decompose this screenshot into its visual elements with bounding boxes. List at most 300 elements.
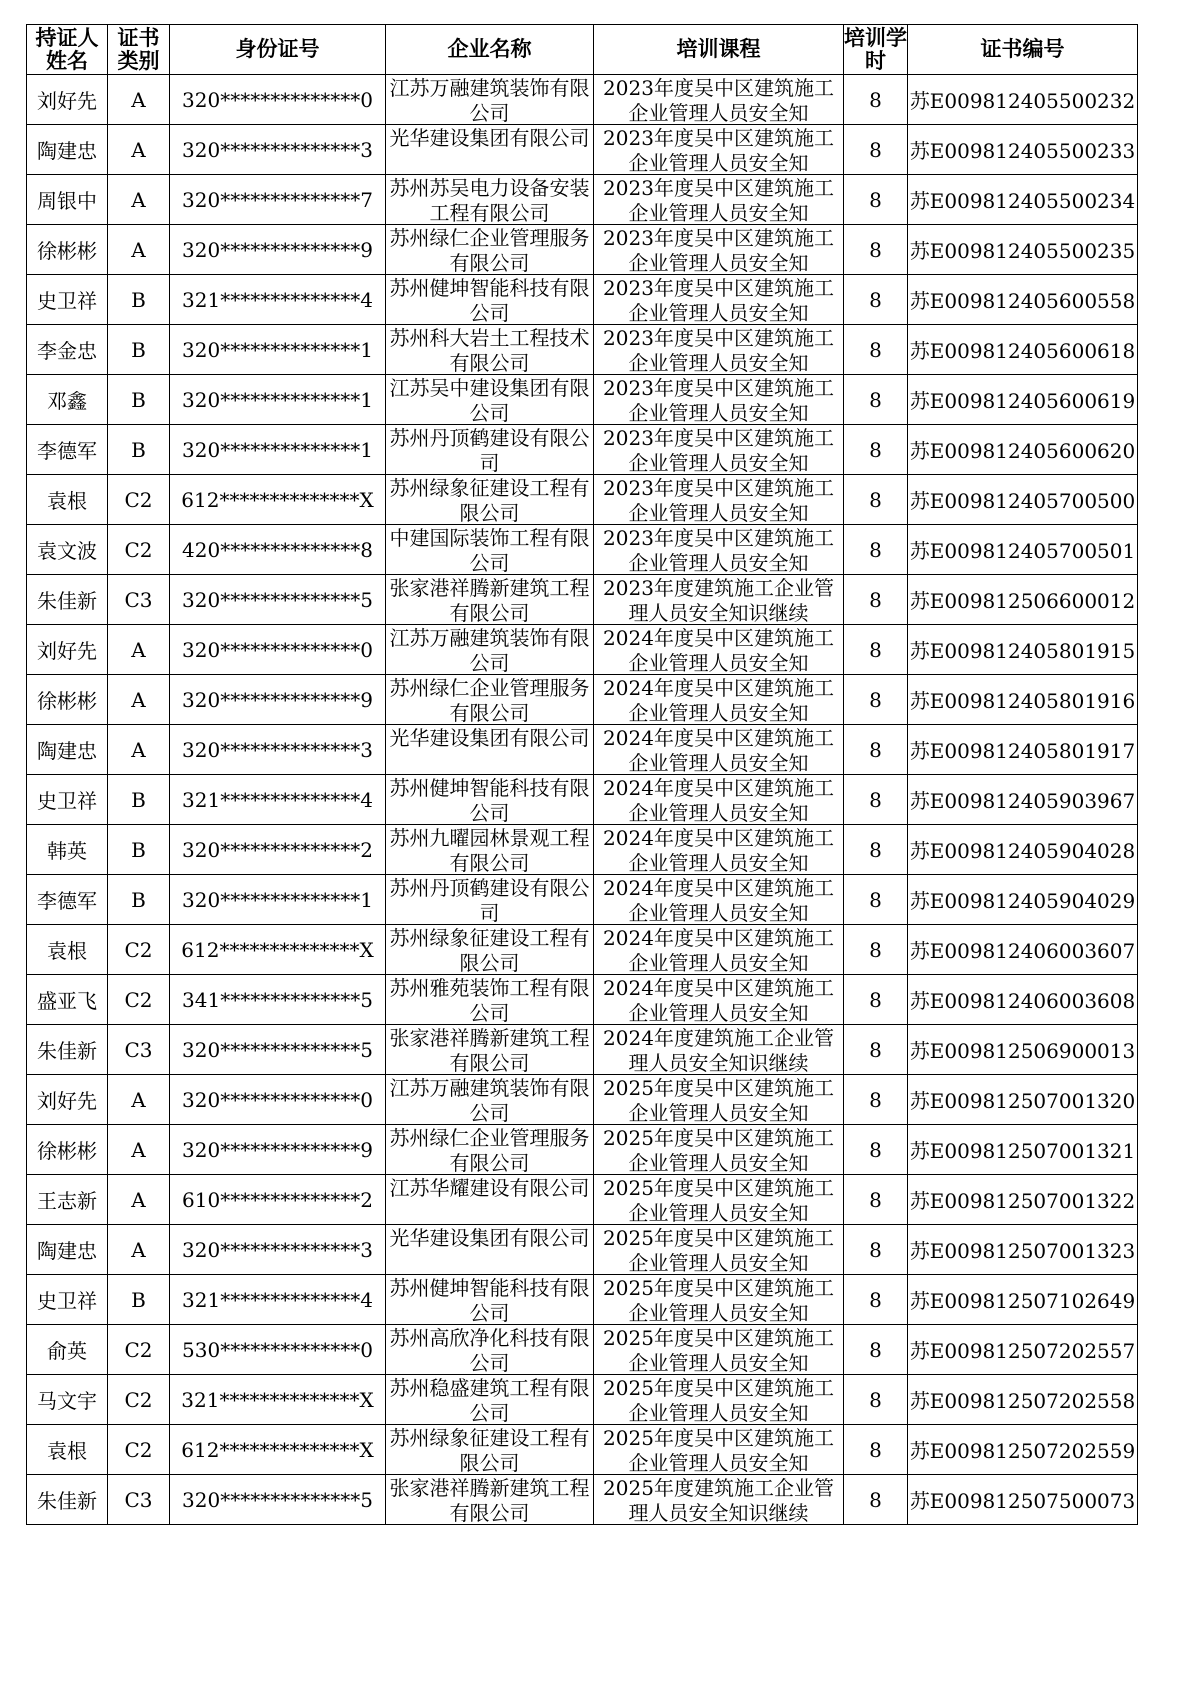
company-cell (386, 625, 594, 675)
course-cell (594, 1375, 844, 1425)
header-cert-number: 证书编号 (908, 25, 1138, 75)
holder-name-cell: 邓鑫 (27, 375, 108, 425)
id-number-cell: 320**************5 (170, 1025, 386, 1075)
cert-number-cell: 苏E009812405500233 (908, 125, 1138, 175)
company-cell-text: 光华建设集团有限公司 (389, 1226, 590, 1250)
company-cell-text: 苏州九曜园林景观工程有限公司 (389, 826, 590, 874)
holder-name-cell: 史卫祥 (27, 1275, 108, 1325)
company-cell-text: 中建国际装饰工程有限公司 (389, 526, 590, 574)
cert-number-cell: 苏E009812507102649 (908, 1275, 1138, 1325)
cert-category-cell: A (108, 175, 170, 225)
hours-cell: 8 (844, 1275, 908, 1325)
cert-category-cell: C2 (108, 1375, 170, 1425)
cert-category-cell: C3 (108, 1025, 170, 1075)
holder-name-cell: 徐彬彬 (27, 1125, 108, 1175)
course-cell (594, 275, 844, 325)
holder-name-cell: 徐彬彬 (27, 225, 108, 275)
id-number-cell: 341**************5 (170, 975, 386, 1025)
hours-cell: 8 (844, 875, 908, 925)
holder-name-cell: 马文宇 (27, 1375, 108, 1425)
course-cell (594, 225, 844, 275)
holder-name-cell: 刘好先 (27, 1075, 108, 1125)
company-cell-text: 苏州健坤智能科技有限公司 (389, 1276, 590, 1324)
cert-category-cell: C2 (108, 925, 170, 975)
holder-name-cell: 李德军 (27, 425, 108, 475)
header-hours: 培训学时 (844, 25, 907, 73)
holder-name-cell: 刘好先 (27, 625, 108, 675)
id-number-cell: 320**************5 (170, 1475, 386, 1525)
table-row (27, 175, 1138, 225)
cert-category-cell: A (108, 225, 170, 275)
table-row (27, 1125, 1138, 1175)
table-row (27, 1325, 1138, 1375)
cert-number-cell: 苏E009812405600619 (908, 375, 1138, 425)
holder-name-cell: 刘好先 (27, 75, 108, 125)
table-row (27, 875, 1138, 925)
cert-category-cell: A (108, 1225, 170, 1275)
table-row (27, 825, 1138, 875)
id-number-cell: 612**************X (170, 925, 386, 975)
course-cell-text: 2025年度吴中区建筑施工企业管理人员安全知 (603, 1176, 834, 1224)
cert-category-cell: A (108, 1175, 170, 1225)
cert-number-cell: 苏E009812405500232 (908, 75, 1138, 125)
cert-number-cell: 苏E009812405600620 (908, 425, 1138, 475)
course-cell (594, 875, 844, 925)
course-cell-text: 2025年度吴中区建筑施工企业管理人员安全知 (603, 1076, 834, 1124)
company-cell-text: 苏州绿仁企业管理服务有限公司 (389, 226, 590, 274)
table-row (27, 75, 1138, 125)
cert-category-cell: B (108, 375, 170, 425)
hours-cell: 8 (844, 1475, 908, 1525)
company-cell (386, 1075, 594, 1125)
holder-name-cell: 袁根 (27, 925, 108, 975)
table-row (27, 675, 1138, 725)
company-cell (386, 825, 594, 875)
company-cell-text: 苏州绿象征建设工程有限公司 (389, 926, 590, 974)
id-number-cell: 612**************X (170, 1425, 386, 1475)
course-cell (594, 75, 844, 125)
table-row (27, 1425, 1138, 1475)
company-cell (386, 925, 594, 975)
id-number-cell: 320**************2 (170, 825, 386, 875)
id-number-cell: 530**************0 (170, 1325, 386, 1375)
course-cell-text: 2025年度吴中区建筑施工企业管理人员安全知 (603, 1276, 834, 1324)
cert-category-cell: A (108, 75, 170, 125)
company-cell (386, 1125, 594, 1175)
id-number-cell: 612**************X (170, 475, 386, 525)
company-cell-text: 江苏吴中建设集团有限公司 (389, 376, 590, 424)
hours-cell: 8 (844, 725, 908, 775)
table-row (27, 1075, 1138, 1125)
course-cell-text: 2023年度吴中区建筑施工企业管理人员安全知 (603, 476, 834, 524)
company-cell-text: 江苏万融建筑装饰有限公司 (389, 626, 590, 674)
holder-name-cell: 朱佳新 (27, 1025, 108, 1075)
company-cell-text: 苏州科大岩土工程技术有限公司 (389, 326, 590, 374)
cert-category-cell: C2 (108, 1425, 170, 1475)
course-cell-text: 2024年度吴中区建筑施工企业管理人员安全知 (603, 826, 834, 874)
course-cell-text: 2024年度吴中区建筑施工企业管理人员安全知 (603, 726, 834, 774)
cert-number-cell: 苏E009812405904028 (908, 825, 1138, 875)
cert-category-cell: A (108, 625, 170, 675)
holder-name-cell: 袁根 (27, 475, 108, 525)
course-cell-text: 2023年度吴中区建筑施工企业管理人员安全知 (603, 326, 834, 374)
cert-category-cell: C2 (108, 525, 170, 575)
holder-name-cell: 陶建忠 (27, 1225, 108, 1275)
company-cell-text: 光华建设集团有限公司 (389, 726, 590, 750)
cert-category-cell: C3 (108, 1475, 170, 1525)
cert-category-cell: A (108, 1075, 170, 1125)
course-cell (594, 775, 844, 825)
id-number-cell: 320**************1 (170, 375, 386, 425)
cert-category-cell: B (108, 275, 170, 325)
hours-cell: 8 (844, 1125, 908, 1175)
hours-cell: 8 (844, 925, 908, 975)
company-cell (386, 1225, 594, 1275)
table-row (27, 375, 1138, 425)
cert-category-cell: B (108, 325, 170, 375)
id-number-cell: 321**************4 (170, 275, 386, 325)
id-number-cell: 321**************4 (170, 1275, 386, 1325)
id-number-cell: 320**************3 (170, 125, 386, 175)
header-id-number: 身份证号 (170, 25, 386, 75)
course-cell (594, 725, 844, 775)
hours-cell: 8 (844, 1375, 908, 1425)
company-cell (386, 725, 594, 775)
id-number-cell: 320**************0 (170, 75, 386, 125)
hours-cell: 8 (844, 175, 908, 225)
course-cell-text: 2023年度吴中区建筑施工企业管理人员安全知 (603, 176, 834, 224)
company-cell-text: 苏州绿仁企业管理服务有限公司 (389, 676, 590, 724)
table-row (27, 925, 1138, 975)
company-cell-text: 苏州苏吴电力设备安装工程有限公司 (389, 176, 590, 224)
certificate-table (26, 24, 1138, 1525)
course-cell (594, 375, 844, 425)
hours-cell: 8 (844, 275, 908, 325)
table-row (27, 1175, 1138, 1225)
company-cell (386, 475, 594, 525)
course-cell (594, 125, 844, 175)
hours-cell: 8 (844, 325, 908, 375)
hours-cell: 8 (844, 525, 908, 575)
cert-number-cell: 苏E009812506900013 (908, 1025, 1138, 1075)
company-cell (386, 1375, 594, 1425)
cert-category-cell: C2 (108, 475, 170, 525)
cert-number-cell: 苏E009812405500234 (908, 175, 1138, 225)
hours-cell: 8 (844, 625, 908, 675)
course-cell-text: 2023年度吴中区建筑施工企业管理人员安全知 (603, 276, 834, 324)
id-number-cell: 320**************1 (170, 425, 386, 475)
header-row (27, 25, 1138, 75)
company-cell-text: 苏州雅苑装饰工程有限公司 (389, 976, 590, 1024)
table-row (27, 1375, 1138, 1425)
company-cell-text: 苏州健坤智能科技有限公司 (389, 276, 590, 324)
holder-name-cell: 陶建忠 (27, 125, 108, 175)
company-cell-text: 苏州绿仁企业管理服务有限公司 (389, 1126, 590, 1174)
course-cell-text: 2025年度吴中区建筑施工企业管理人员安全知 (603, 1226, 834, 1274)
hours-cell: 8 (844, 1025, 908, 1075)
holder-name-cell: 陶建忠 (27, 725, 108, 775)
holder-name-cell: 周银中 (27, 175, 108, 225)
course-cell (594, 325, 844, 375)
cert-number-cell: 苏E009812405801917 (908, 725, 1138, 775)
company-cell-text: 苏州绿象征建设工程有限公司 (389, 1426, 590, 1474)
cert-number-cell: 苏E009812507001320 (908, 1075, 1138, 1125)
course-cell-text: 2023年度吴中区建筑施工企业管理人员安全知 (603, 226, 834, 274)
id-number-cell: 320**************9 (170, 675, 386, 725)
cert-number-cell: 苏E009812405600618 (908, 325, 1138, 375)
cert-category-cell: C2 (108, 1325, 170, 1375)
cert-number-cell: 苏E009812405904029 (908, 875, 1138, 925)
cert-category-cell: A (108, 675, 170, 725)
holder-name-cell: 袁根 (27, 1425, 108, 1475)
header-cert-category: 证书类别 (108, 25, 170, 75)
cert-number-cell: 苏E009812405801915 (908, 625, 1138, 675)
id-number-cell: 320**************3 (170, 725, 386, 775)
course-cell-text: 2023年度吴中区建筑施工企业管理人员安全知 (603, 376, 834, 424)
id-number-cell: 610**************2 (170, 1175, 386, 1225)
id-number-cell: 321**************4 (170, 775, 386, 825)
course-cell (594, 1275, 844, 1325)
hours-cell: 8 (844, 1175, 908, 1225)
table-row (27, 475, 1138, 525)
company-cell-text: 光华建设集团有限公司 (389, 126, 590, 150)
course-cell-text: 2023年度吴中区建筑施工企业管理人员安全知 (603, 76, 834, 124)
holder-name-cell: 袁文波 (27, 525, 108, 575)
cert-number-cell: 苏E009812405600558 (908, 275, 1138, 325)
hours-cell: 8 (844, 675, 908, 725)
company-cell-text: 苏州丹顶鹤建设有限公司 (389, 876, 590, 924)
company-cell-text: 江苏万融建筑装饰有限公司 (389, 1076, 590, 1124)
course-cell (594, 1475, 844, 1525)
company-cell (386, 575, 594, 625)
course-cell-text: 2024年度吴中区建筑施工企业管理人员安全知 (603, 876, 834, 924)
course-cell (594, 1025, 844, 1075)
hours-cell: 8 (844, 825, 908, 875)
company-cell (386, 75, 594, 125)
course-cell-text: 2025年度吴中区建筑施工企业管理人员安全知 (603, 1126, 834, 1174)
course-cell (594, 1175, 844, 1225)
table-row (27, 625, 1138, 675)
id-number-cell: 320**************0 (170, 1075, 386, 1125)
cert-category-cell: C2 (108, 975, 170, 1025)
id-number-cell: 320**************9 (170, 225, 386, 275)
hours-cell: 8 (844, 375, 908, 425)
cert-number-cell: 苏E009812507202557 (908, 1325, 1138, 1375)
cert-number-cell: 苏E009812506600012 (908, 575, 1138, 625)
id-number-cell: 320**************7 (170, 175, 386, 225)
cert-number-cell: 苏E009812406003607 (908, 925, 1138, 975)
course-cell (594, 175, 844, 225)
course-cell (594, 1425, 844, 1475)
company-cell-text: 苏州稳盛建筑工程有限公司 (389, 1376, 590, 1424)
holder-name-cell: 王志新 (27, 1175, 108, 1225)
cert-number-cell: 苏E009812405801916 (908, 675, 1138, 725)
cert-number-cell: 苏E009812405700501 (908, 525, 1138, 575)
company-cell (386, 225, 594, 275)
course-cell (594, 625, 844, 675)
holder-name-cell: 李德军 (27, 875, 108, 925)
holder-name-cell: 韩英 (27, 825, 108, 875)
cert-number-cell: 苏E009812507001321 (908, 1125, 1138, 1175)
hours-cell: 8 (844, 1225, 908, 1275)
company-cell (386, 1025, 594, 1075)
company-cell-text: 苏州绿象征建设工程有限公司 (389, 476, 590, 524)
holder-name-cell: 李金忠 (27, 325, 108, 375)
company-cell (386, 1475, 594, 1525)
company-cell-text: 张家港祥腾新建筑工程有限公司 (389, 1026, 590, 1074)
hours-cell: 8 (844, 775, 908, 825)
course-cell (594, 475, 844, 525)
course-cell (594, 1225, 844, 1275)
table-row (27, 575, 1138, 625)
company-cell (386, 375, 594, 425)
course-cell (594, 675, 844, 725)
cert-category-cell: B (108, 775, 170, 825)
course-cell-text: 2024年度吴中区建筑施工企业管理人员安全知 (603, 976, 834, 1024)
company-cell-text: 张家港祥腾新建筑工程有限公司 (389, 576, 590, 624)
course-cell-text: 2023年度建筑施工企业管理人员安全知识继续 (603, 576, 834, 624)
cert-category-cell: C3 (108, 575, 170, 625)
header-company: 企业名称 (386, 25, 594, 75)
course-cell (594, 825, 844, 875)
cert-number-cell: 苏E009812405500235 (908, 225, 1138, 275)
company-cell-text: 苏州健坤智能科技有限公司 (389, 776, 590, 824)
course-cell-text: 2024年度吴中区建筑施工企业管理人员安全知 (603, 926, 834, 974)
header-holder-name: 持证人姓名 (27, 25, 108, 75)
cert-category-cell: B (108, 1275, 170, 1325)
table-row (27, 1275, 1138, 1325)
course-cell (594, 1125, 844, 1175)
hours-cell: 8 (844, 575, 908, 625)
course-cell (594, 525, 844, 575)
course-cell-text: 2025年度吴中区建筑施工企业管理人员安全知 (603, 1326, 834, 1374)
table-row (27, 125, 1138, 175)
table-row (27, 1225, 1138, 1275)
id-number-cell: 320**************3 (170, 1225, 386, 1275)
table-row (27, 1475, 1138, 1525)
cert-category-cell: A (108, 125, 170, 175)
cert-number-cell: 苏E009812507202559 (908, 1425, 1138, 1475)
company-cell (386, 1175, 594, 1225)
cert-category-cell: A (108, 725, 170, 775)
table-row (27, 425, 1138, 475)
table-row (27, 775, 1138, 825)
course-cell (594, 975, 844, 1025)
table-body (27, 75, 1138, 1525)
company-cell (386, 325, 594, 375)
hours-cell: 8 (844, 475, 908, 525)
company-cell (386, 175, 594, 225)
hours-cell: 8 (844, 425, 908, 475)
company-cell-text: 江苏华耀建设有限公司 (389, 1176, 590, 1200)
course-cell-text: 2024年度吴中区建筑施工企业管理人员安全知 (603, 626, 834, 674)
id-number-cell: 320**************9 (170, 1125, 386, 1175)
hours-cell: 8 (844, 1075, 908, 1125)
company-cell-text: 苏州丹顶鹤建设有限公司 (389, 426, 590, 474)
table-row (27, 725, 1138, 775)
hours-cell: 8 (844, 1325, 908, 1375)
course-cell-text: 2023年度吴中区建筑施工企业管理人员安全知 (603, 526, 834, 574)
company-cell-text: 苏州高欣净化科技有限公司 (389, 1326, 590, 1374)
cert-number-cell: 苏E009812507001322 (908, 1175, 1138, 1225)
hours-cell: 8 (844, 225, 908, 275)
company-cell-text: 张家港祥腾新建筑工程有限公司 (389, 1476, 590, 1524)
table-row (27, 525, 1138, 575)
table-row (27, 975, 1138, 1025)
id-number-cell: 320**************1 (170, 325, 386, 375)
table-row (27, 1025, 1138, 1075)
course-cell (594, 1325, 844, 1375)
cert-number-cell: 苏E009812405903967 (908, 775, 1138, 825)
hours-cell: 8 (844, 1425, 908, 1475)
cert-category-cell: B (108, 825, 170, 875)
course-cell-text: 2024年度吴中区建筑施工企业管理人员安全知 (603, 776, 834, 824)
company-cell (386, 1425, 594, 1475)
holder-name-cell: 史卫祥 (27, 275, 108, 325)
id-number-cell: 321**************X (170, 1375, 386, 1425)
id-number-cell: 320**************5 (170, 575, 386, 625)
holder-name-cell: 朱佳新 (27, 1475, 108, 1525)
course-cell-text: 2024年度建筑施工企业管理人员安全知识继续 (603, 1026, 834, 1074)
course-cell-text: 2025年度吴中区建筑施工企业管理人员安全知 (603, 1376, 834, 1424)
company-cell (386, 425, 594, 475)
company-cell (386, 675, 594, 725)
cert-category-cell: B (108, 425, 170, 475)
course-cell-text: 2025年度吴中区建筑施工企业管理人员安全知 (603, 1426, 834, 1474)
company-cell (386, 275, 594, 325)
course-cell (594, 1075, 844, 1125)
id-number-cell: 420**************8 (170, 525, 386, 575)
cert-category-cell: B (108, 875, 170, 925)
id-number-cell: 320**************1 (170, 875, 386, 925)
holder-name-cell: 史卫祥 (27, 775, 108, 825)
holder-name-cell: 盛亚飞 (27, 975, 108, 1025)
cert-number-cell: 苏E009812507500073 (908, 1475, 1138, 1525)
hours-cell: 8 (844, 75, 908, 125)
hours-cell: 8 (844, 125, 908, 175)
company-cell (386, 1325, 594, 1375)
table-row (27, 275, 1138, 325)
course-cell-text: 2023年度吴中区建筑施工企业管理人员安全知 (603, 426, 834, 474)
company-cell (386, 875, 594, 925)
company-cell (386, 125, 594, 175)
company-cell-text: 江苏万融建筑装饰有限公司 (389, 76, 590, 124)
cert-number-cell: 苏E009812405700500 (908, 475, 1138, 525)
hours-cell: 8 (844, 975, 908, 1025)
company-cell (386, 975, 594, 1025)
holder-name-cell: 朱佳新 (27, 575, 108, 625)
company-cell (386, 1275, 594, 1325)
id-number-cell: 320**************0 (170, 625, 386, 675)
cert-category-cell: A (108, 1125, 170, 1175)
course-cell-text: 2025年度建筑施工企业管理人员安全知识继续 (603, 1476, 834, 1524)
course-cell-text: 2023年度吴中区建筑施工企业管理人员安全知 (603, 126, 834, 174)
header-course: 培训课程 (594, 25, 844, 75)
cert-number-cell: 苏E009812507001323 (908, 1225, 1138, 1275)
course-cell (594, 425, 844, 475)
table-row (27, 225, 1138, 275)
cert-number-cell: 苏E009812507202558 (908, 1375, 1138, 1425)
company-cell (386, 775, 594, 825)
course-cell (594, 575, 844, 625)
company-cell (386, 525, 594, 575)
cert-number-cell: 苏E009812406003608 (908, 975, 1138, 1025)
course-cell (594, 925, 844, 975)
course-cell-text: 2024年度吴中区建筑施工企业管理人员安全知 (603, 676, 834, 724)
holder-name-cell: 徐彬彬 (27, 675, 108, 725)
holder-name-cell: 俞英 (27, 1325, 108, 1375)
table-row (27, 325, 1138, 375)
